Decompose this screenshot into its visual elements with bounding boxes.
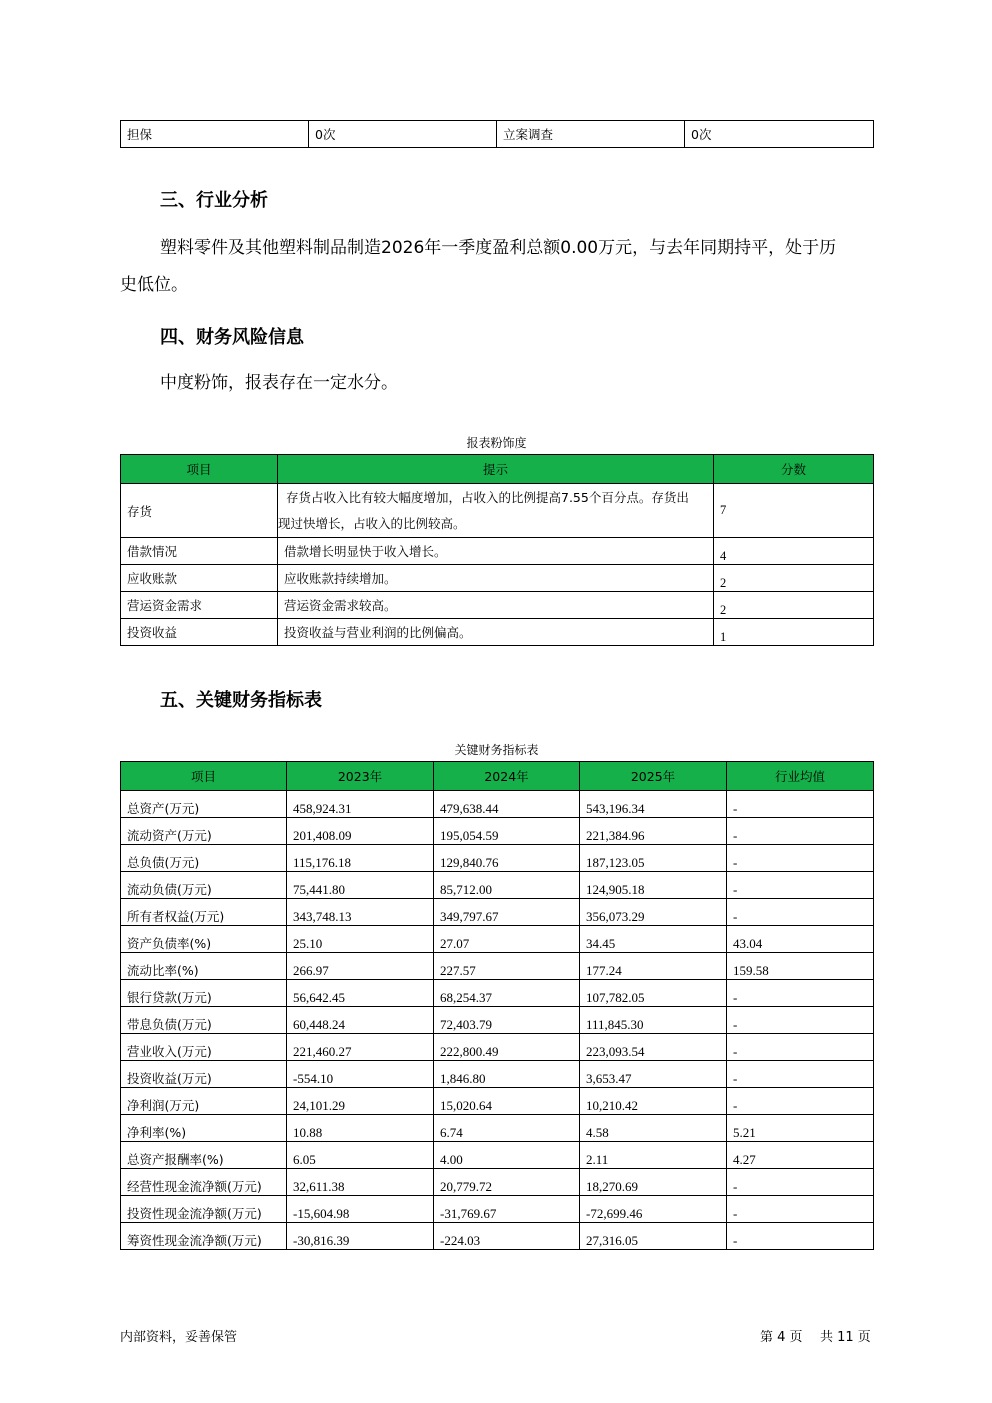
kpi-value-cell: - bbox=[727, 980, 874, 1007]
row-score: 1 bbox=[714, 619, 874, 646]
kpi-table bbox=[120, 761, 874, 1250]
table-row bbox=[121, 980, 874, 1007]
kpi-value-cell: - bbox=[727, 899, 874, 926]
row-hint: 应收账款持续增加。 bbox=[278, 565, 714, 592]
kpi-value-cell: 543,196.34 bbox=[580, 791, 727, 818]
section-heading-key-indicators: 五、关键财务指标表 bbox=[160, 690, 322, 711]
kpi-item-cell: 总负债(万元) bbox=[121, 845, 287, 872]
kpi-item-cell: 净利润(万元) bbox=[121, 1088, 287, 1115]
kpi-value-cell: 195,054.59 bbox=[434, 818, 580, 845]
kpi-value-cell: 129,840.76 bbox=[434, 845, 580, 872]
kpi-value-cell: 479,638.44 bbox=[434, 791, 580, 818]
table-row bbox=[121, 1061, 874, 1088]
table-row bbox=[121, 1088, 874, 1115]
kpi-item-cell: 流动资产(万元) bbox=[121, 818, 287, 845]
kpi-value-cell: 124,905.18 bbox=[580, 872, 727, 899]
table-row bbox=[121, 1223, 874, 1250]
kpi-value-cell: - bbox=[727, 845, 874, 872]
row-hint-line2: 现过快增长，占收入的比例较高。 bbox=[278, 515, 466, 531]
row-score: 2 bbox=[714, 565, 874, 592]
header-item: 项目 bbox=[121, 762, 287, 791]
header-2024: 2024年 bbox=[434, 762, 580, 791]
kpi-value-cell: - bbox=[727, 791, 874, 818]
kpi-value-cell: 56,642.45 bbox=[287, 980, 434, 1007]
table-row bbox=[121, 565, 874, 592]
kpi-value-cell: -224.03 bbox=[434, 1223, 580, 1250]
table-row bbox=[121, 619, 874, 646]
kpi-value-cell: 6.05 bbox=[287, 1142, 434, 1169]
whitewash-table bbox=[120, 454, 874, 646]
kpi-value-cell: 107,782.05 bbox=[580, 980, 727, 1007]
kpi-item-cell: 银行贷款(万元) bbox=[121, 980, 287, 1007]
kpi-value-cell: 43.04 bbox=[727, 926, 874, 953]
kpi-value-cell: -15,604.98 bbox=[287, 1196, 434, 1223]
kpi-value-cell: 27,316.05 bbox=[580, 1223, 727, 1250]
financial-risk-paragraph: 中度粉饰，报表存在一定水分。 bbox=[160, 373, 398, 393]
table-row bbox=[121, 1115, 874, 1142]
table-row bbox=[121, 484, 874, 538]
kpi-value-cell: 223,093.54 bbox=[580, 1034, 727, 1061]
table-row bbox=[121, 791, 874, 818]
kpi-value-cell: -554.10 bbox=[287, 1061, 434, 1088]
kpi-value-cell: 343,748.13 bbox=[287, 899, 434, 926]
row-item: 应收账款 bbox=[121, 565, 278, 592]
kpi-value-cell: -31,769.67 bbox=[434, 1196, 580, 1223]
kpi-value-cell: 10.88 bbox=[287, 1115, 434, 1142]
kpi-value-cell: 85,712.00 bbox=[434, 872, 580, 899]
cell-guarantee-label: 担保 bbox=[121, 121, 309, 148]
kpi-value-cell: 72,403.79 bbox=[434, 1007, 580, 1034]
kpi-value-cell: 15,020.64 bbox=[434, 1088, 580, 1115]
row-item: 投资收益 bbox=[121, 619, 278, 646]
risk-count-table bbox=[120, 120, 874, 148]
row-hint: 营运资金需求较高。 bbox=[278, 592, 714, 619]
row-hint: 投资收益与营业利润的比例偏高。 bbox=[278, 619, 714, 646]
kpi-value-cell: 5.21 bbox=[727, 1115, 874, 1142]
cell-guarantee-count: 0次 bbox=[309, 121, 497, 148]
kpi-value-cell: 222,800.49 bbox=[434, 1034, 580, 1061]
table-row bbox=[121, 872, 874, 899]
table-row bbox=[121, 899, 874, 926]
kpi-value-cell: 20,779.72 bbox=[434, 1169, 580, 1196]
kpi-item-cell: 筹资性现金流净额(万元) bbox=[121, 1223, 287, 1250]
cell-investigation-count: 0次 bbox=[685, 121, 874, 148]
kpi-item-cell: 流动负债(万元) bbox=[121, 872, 287, 899]
kpi-value-cell: 60,448.24 bbox=[287, 1007, 434, 1034]
header-2025: 2025年 bbox=[580, 762, 727, 791]
kpi-value-cell: 4.00 bbox=[434, 1142, 580, 1169]
section-heading-industry: 三、行业分析 bbox=[160, 190, 268, 211]
kpi-value-cell: 349,797.67 bbox=[434, 899, 580, 926]
kpi-value-cell: 3,653.47 bbox=[580, 1061, 727, 1088]
section-heading-financial-risk: 四、财务风险信息 bbox=[160, 327, 304, 348]
kpi-value-cell: 2.11 bbox=[580, 1142, 727, 1169]
kpi-value-cell: - bbox=[727, 1061, 874, 1088]
kpi-value-cell: 356,073.29 bbox=[580, 899, 727, 926]
row-item: 存货 bbox=[121, 484, 278, 538]
kpi-value-cell: - bbox=[727, 1196, 874, 1223]
kpi-value-cell: 18,270.69 bbox=[580, 1169, 727, 1196]
kpi-value-cell: 27.07 bbox=[434, 926, 580, 953]
kpi-value-cell: - bbox=[727, 1034, 874, 1061]
kpi-item-cell: 经营性现金流净额(万元) bbox=[121, 1169, 287, 1196]
kpi-value-cell: 6.74 bbox=[434, 1115, 580, 1142]
kpi-item-cell: 净利率(%) bbox=[121, 1115, 287, 1142]
kpi-item-cell: 营业收入(万元) bbox=[121, 1034, 287, 1061]
kpi-value-cell: 25.10 bbox=[287, 926, 434, 953]
row-item: 营运资金需求 bbox=[121, 592, 278, 619]
table-row bbox=[121, 1007, 874, 1034]
kpi-value-cell: 221,384.96 bbox=[580, 818, 727, 845]
table-row bbox=[121, 926, 874, 953]
footer-total-pages: 共 11 页 bbox=[820, 1330, 871, 1345]
table-row bbox=[121, 1169, 874, 1196]
table-row bbox=[121, 592, 874, 619]
kpi-value-cell: 34.45 bbox=[580, 926, 727, 953]
row-score: 2 bbox=[714, 592, 874, 619]
kpi-value-cell: 227.57 bbox=[434, 953, 580, 980]
table-row bbox=[121, 953, 874, 980]
table-row bbox=[121, 818, 874, 845]
kpi-item-cell: 投资性现金流净额(万元) bbox=[121, 1196, 287, 1223]
kpi-value-cell: 221,460.27 bbox=[287, 1034, 434, 1061]
kpi-value-cell: 32,611.38 bbox=[287, 1169, 434, 1196]
whitewash-table-caption: 报表粉饰度 bbox=[466, 436, 527, 450]
header-hint: 提示 bbox=[278, 455, 714, 484]
row-score: 4 bbox=[714, 538, 874, 565]
kpi-value-cell: 75,441.80 bbox=[287, 872, 434, 899]
kpi-value-cell: - bbox=[727, 1169, 874, 1196]
kpi-value-cell: - bbox=[727, 872, 874, 899]
row-score: 7 bbox=[714, 484, 874, 538]
table-row bbox=[121, 1196, 874, 1223]
kpi-value-cell: - bbox=[727, 1007, 874, 1034]
kpi-item-cell: 流动比率(%) bbox=[121, 953, 287, 980]
kpi-value-cell: 111,845.30 bbox=[580, 1007, 727, 1034]
kpi-value-cell: 68,254.37 bbox=[434, 980, 580, 1007]
cell-investigation-label: 立案调查 bbox=[497, 121, 685, 148]
kpi-value-cell: 159.58 bbox=[727, 953, 874, 980]
footer-confidential: 内部资料，妥善保管 bbox=[120, 1330, 238, 1345]
table-row bbox=[121, 845, 874, 872]
row-item: 借款情况 bbox=[121, 538, 278, 565]
kpi-value-cell: -30,816.39 bbox=[287, 1223, 434, 1250]
kpi-value-cell: 4.58 bbox=[580, 1115, 727, 1142]
kpi-value-cell: 1,846.80 bbox=[434, 1061, 580, 1088]
kpi-value-cell: 458,924.31 bbox=[287, 791, 434, 818]
kpi-value-cell: - bbox=[727, 818, 874, 845]
kpi-item-cell: 所有者权益(万元) bbox=[121, 899, 287, 926]
table-header-row bbox=[121, 455, 874, 484]
kpi-value-cell: 115,176.18 bbox=[287, 845, 434, 872]
table-row bbox=[121, 538, 874, 565]
kpi-value-cell: - bbox=[727, 1088, 874, 1115]
header-item: 项目 bbox=[121, 455, 278, 484]
header-score: 分数 bbox=[714, 455, 874, 484]
kpi-item-cell: 资产负债率(%) bbox=[121, 926, 287, 953]
kpi-item-cell: 投资收益(万元) bbox=[121, 1061, 287, 1088]
header-2023: 2023年 bbox=[287, 762, 434, 791]
kpi-value-cell: - bbox=[727, 1223, 874, 1250]
kpi-value-cell: 24,101.29 bbox=[287, 1088, 434, 1115]
kpi-value-cell: 187,123.05 bbox=[580, 845, 727, 872]
row-hint: 借款增长明显快于收入增长。 bbox=[278, 538, 714, 565]
kpi-value-cell: 10,210.42 bbox=[580, 1088, 727, 1115]
kpi-value-cell: 177.24 bbox=[580, 953, 727, 980]
table-header-row bbox=[121, 762, 874, 791]
row-hint-line1: 存货占收入比有较大幅度增加，占收入的比例提高7.55个百分点。存货出 bbox=[286, 489, 689, 505]
table-row bbox=[121, 1142, 874, 1169]
kpi-item-cell: 总资产报酬率(%) bbox=[121, 1142, 287, 1169]
header-industry-avg: 行业均值 bbox=[727, 762, 874, 791]
footer-page-number: 第 4 页 bbox=[760, 1330, 803, 1345]
industry-paragraph-line2: 史低位。 bbox=[120, 275, 188, 295]
kpi-value-cell: -72,699.46 bbox=[580, 1196, 727, 1223]
kpi-value-cell: 266.97 bbox=[287, 953, 434, 980]
kpi-table-caption: 关键财务指标表 bbox=[454, 743, 539, 757]
kpi-value-cell: 4.27 bbox=[727, 1142, 874, 1169]
table-row bbox=[121, 121, 874, 148]
kpi-item-cell: 总资产(万元) bbox=[121, 791, 287, 818]
kpi-value-cell: 201,408.09 bbox=[287, 818, 434, 845]
kpi-item-cell: 带息负债(万元) bbox=[121, 1007, 287, 1034]
table-row bbox=[121, 1034, 874, 1061]
industry-paragraph-line1: 塑料零件及其他塑料制品制造2026年一季度盈利总额0.00万元，与去年同期持平，处于历 bbox=[160, 238, 837, 258]
row-hint bbox=[278, 484, 714, 538]
